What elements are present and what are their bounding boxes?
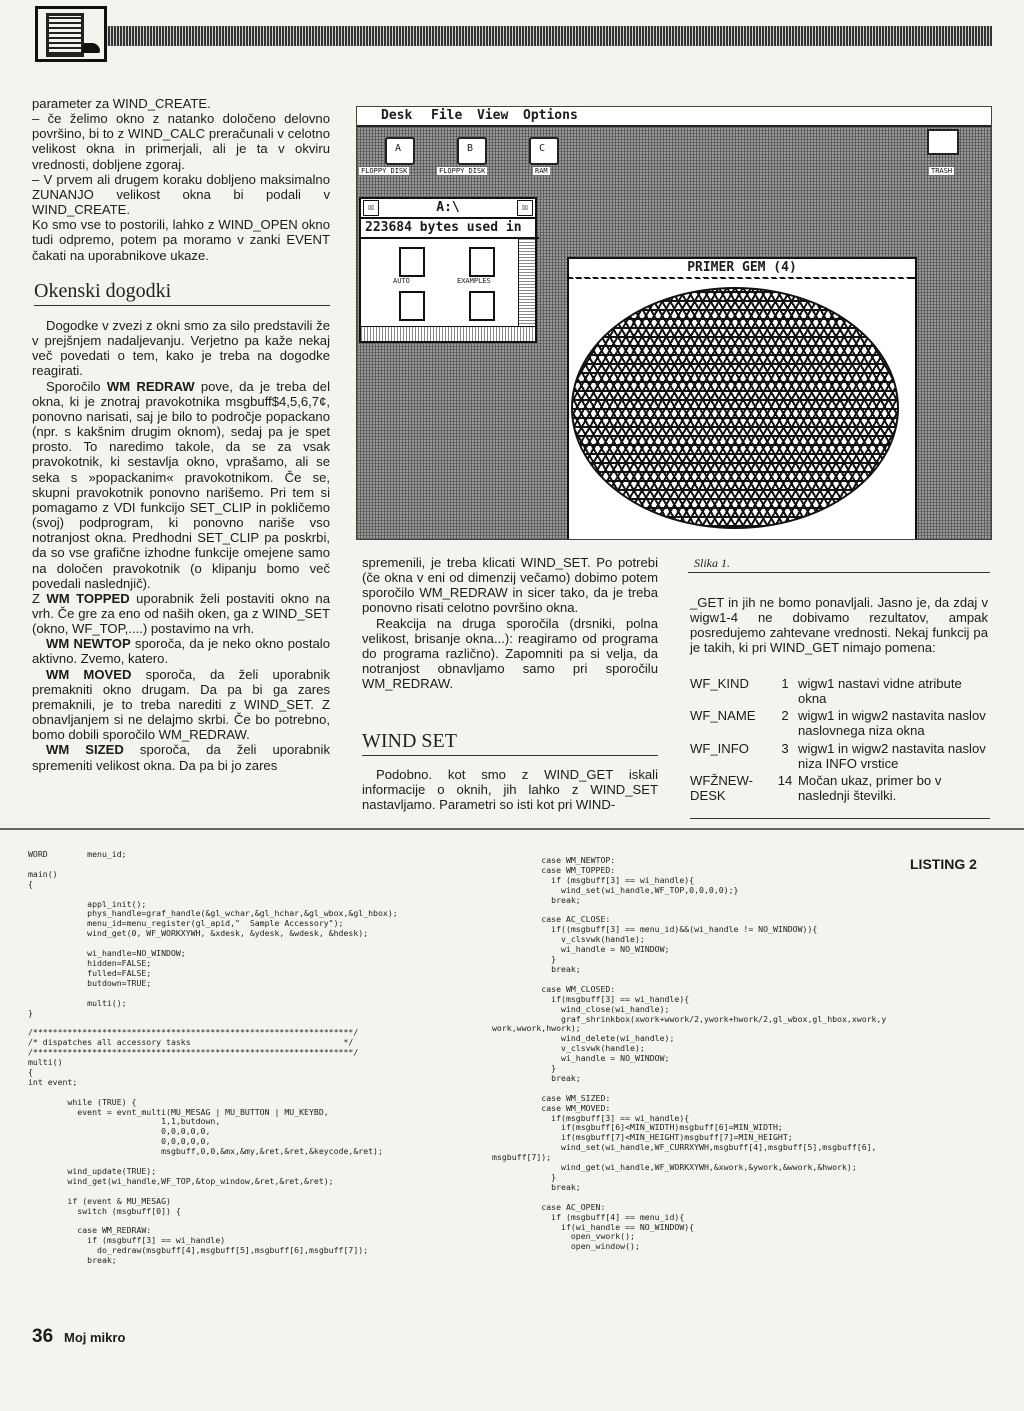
paragraph: Podobno. kot smo z WIND_GET iskali informacije o oknih, jih lahko z WIND_SET nastavljamo. Parametri so isti kot pri WIND- (362, 767, 658, 813)
computer-with-hand-icon (35, 6, 107, 62)
paragraph: WM SIZED sporoča, da želi uporabnik spremeniti velikost okna. Da pa bi jo zares (32, 742, 330, 773)
paragraph: Reakcija na druga sporočila (drsniki, polna velikost, brisanje okna...): reagiramo od programa do programa različno). Zapomniti pa si velja, da notranjost obnavljamo samo pri sporočilu WM_REDRAW. (362, 615, 658, 692)
right-text (690, 595, 988, 656)
folder-label: AUTO (393, 277, 410, 285)
desktop (357, 127, 991, 539)
middle-text-2 (362, 767, 658, 812)
wind-set-table (690, 676, 990, 803)
paragraph: spremenili, je treba klicati WIND_SET. Po potrebi (če okna v eni od dimenzij večamo) dobimo potem sporočilo WM_REDRAW in sicer tako, da je treba ponovno risati celotno površino okna. (362, 555, 658, 616)
magazine-name: Moj mikro (64, 1330, 126, 1345)
close-box-icon: ☒ (363, 200, 379, 216)
paragraph: WM NEWTOP sporoča, da je neko okno postalo aktivno. Zvemo, katero. (32, 636, 330, 667)
vertical-scrollbar (518, 239, 535, 339)
intro-paragraph: Ko smo vse to postorili, lahko z WIND_OPEN okno tudi odpremo, potem pa moramo v zanki EVENT čakati na uporabnikove ukaze. (32, 217, 330, 263)
menu-view: View (477, 108, 509, 123)
table-row: WF_INFO 3 wigw1 in wigw2 nastavita naslov niza INFO vrstice (690, 740, 986, 771)
header-rule (36, 26, 992, 46)
gem-menu-bar (357, 107, 991, 127)
drive-a-window (359, 197, 537, 343)
paragraph: Dogodke v zvezi z okni smo za silo predstavili že v prejšnjem nadaljevanju. Verjetno pa kaže nekaj več povedati o tem, kako je treba na dogodke reagirati. (32, 318, 330, 379)
column-rule (690, 818, 990, 819)
horizontal-scrollbar (361, 326, 535, 341)
folder-label: EXAMPLES (457, 277, 491, 285)
section-heading-windset: WIND SET (362, 730, 658, 756)
full-box-icon: ☒ (517, 200, 533, 216)
floppy-drive-icon: B (457, 137, 487, 165)
menu-file: File (431, 108, 463, 123)
page-number: 36 (32, 1326, 54, 1347)
caption-rule (688, 572, 990, 573)
listing-code-left: WORD menu_id; main() { appl_init(); phys_handle=graf_handle(&gl_wchar,&gl_hchar,&gl_wbox,&gl_hbox); menu_id=menu_register(gl_apid," Sample Accessory"); wind_get(0, WF_WORKXYWH, &xdesk, &ydesk, &wdesk, &hdesk); wi_handle=NO_WINDOW; hidden=FALSE; fulled=FALSE; butdown=TRUE; multi(); } /*****************************************************************/ /* dispatches all accessory tasks */ /*****************************************************************/ multi() { int event; while (TRUE) { event = evnt_multi(MU_MESAG | MU_BUTTON | MU_KEYBD, 1,1,butdown, 0,0,0,0,0, 0,0,0,0,0, msgbuff,0,0,&mx,&my,&ret,&ret,&keycode,&ret); wind_update(TRUE); wind_get(wi_handle,WF_TOP,&top_window,&ret,&ret,&ret); if (event & MU_MESAG) switch (msgbuff[0]) { case WM_REDRAW: if (msgbuff[3] == wi_handle) do_redraw(msgbuff[4],msgbuff[5],msgbuff[6],msgbuff[7]); break; (28, 849, 398, 1266)
window-b-title: PRIMER GEM (4) (569, 259, 915, 279)
listing-separator (0, 828, 1024, 830)
window-a-info: 223684 bytes used in (361, 219, 539, 239)
listing-code-right: case WM_NEWTOP: case WM_TOPPED: if (msgbuff[3] == wi_handle){ wind_set(wi_handle,WF_TOP,0,0,0,0);} break; case AC_CLOSE: if((msgbuff[3] == menu_id)&&(wi_handle != NO_WINDOW)){ v_clsvwk(handle); wi_handle = NO_WINDOW; } break; case WM_CLOSED: if(msgbuff[3] == wi_handle){ wind_close(wi_handle); graf_shrinkbox(xwork+wwork/2,ywork+hwork/2,gl_wbox,gl_hbox,xwork,y work,wwork,hwork); wind_delete(wi_handle); v_clsvwk(handle); wi_handle = NO_WINDOW; } break; case WM_SIZED: case WM_MOVED: if(msgbuff[3] == wi_handle){ if(msgbuff[6]<MIN_WIDTH)msgbuff[6]=MIN_WIDTH; if(msgbuff[7]<MIN_HEIGHT)msgbuff[7]=MIN_HEIGHT; wind_set(wi_handle,WF_CURRXYWH,msgbuff[4],msgbuff[5],msgbuff[6], msgbuff[7]); wind_get(wi_handle,WF_WORKXYWH,&xwork,&ywork,&wwork,&hwork); } break; case AC_OPEN: if (msgbuff[4] == menu_id){ if(wi_handle == NO_WINDOW){ open_vwork(); open_window(); (492, 855, 887, 1252)
trash-label: TRASH (931, 167, 953, 175)
drive-label: FLOPPY DISK (439, 167, 486, 175)
folder-icon (469, 291, 495, 321)
table-row: WF_NAME 2 wigw1 in wigw2 nastavita naslov naslovnega niza okna (690, 708, 986, 739)
intro-paragraph: parameter za WIND_CREATE. (32, 96, 211, 111)
middle-text (362, 555, 658, 691)
drawing-area (571, 277, 911, 539)
table-row: WFŽNEW-DESK 14 Močan ukaz, primer bo v naslednji številki. (690, 772, 942, 804)
figure-caption: Slika 1. (694, 556, 730, 570)
drive-label: FLOPPY DISK (361, 167, 408, 175)
paragraph: Z WM TOPPED uporabnik želi postaviti okno na vrh. Če gre za eno od naših oken, ga z WIND_SET (okno, WF_TOP,....) postavimo na vrh. (32, 590, 330, 637)
window-a-titlebar (361, 199, 535, 219)
folder-icon (469, 247, 495, 277)
listing-title: LISTING 2 (910, 856, 977, 872)
left-intro (32, 96, 330, 263)
window-a-title: A:\ (436, 200, 460, 215)
left-body (32, 318, 330, 773)
gem-desktop-screenshot (356, 106, 992, 540)
file-icon (399, 291, 425, 321)
intro-paragraph: – V prvem ali drugem koraku dobljeno maksimalno ZUNANJO velikost okna bi podali v WIND_CREATE. (32, 171, 330, 218)
menu-desk: Desk (381, 108, 413, 123)
floppy-drive-icon: A (385, 137, 415, 165)
section-heading-okenski: Okenski dogodki (34, 280, 330, 306)
primer-gem-window (567, 257, 917, 540)
trash-icon (927, 129, 959, 155)
table-row: WF_KIND 1 wigw1 nastavi vidne atribute okna (690, 676, 962, 707)
ramdisk-drive-icon: C (529, 137, 559, 165)
intro-paragraph: – če želimo okno z natanko določeno delovno površino, bi to z WIND_CALC preračunali v celotno velikost okna in primerjali, ali je ta v okviru vrednosti, dobljene zgoraj. (32, 111, 330, 172)
paragraph: Sporočilo WM REDRAW pove, da je treba del okna, ki je znotraj pravokotnika msgbuff$4,5,6,7¢, ponovno narisati, saj je bilo to področje popackano (npr. s kakšnim drugim oknom), sedaj pa je spet prosto. To naredimo takole, da se za vsak pravokotnik, ki sestavlja okno, vprašamo, ali se seka s »popackanim« pravokotnikom. Če se, skupni pravokotnik ponovno narišemo. Pri tem si pomagamo z VDI funkcijo SET_CLIP in pokličemo (svoj) podprogram, ki ponovno nariše vso notranjost okna. Predhodni SET_CLIP pa poskrbi, da so vse grafične izhodne funkcije omejene samo na določen pravokotnik (o klipanju bomo več povedali naslednjič). (32, 378, 331, 591)
paragraph: WM MOVED sporoča, da želi uporabnik premakniti okno drugam. Da pa bi ga zares premaknili, je to treba narediti z WIND_SET. Z obnavljanjem si ne delajmo skrbi. Če bo potrebno, bomo dobili sporočilo WM_REDRAW. (32, 666, 330, 743)
drive-label: RAM (535, 167, 548, 175)
patterned-ellipse (571, 287, 899, 529)
folder-icon (399, 247, 425, 277)
paragraph: _GET in jih ne bomo ponavljali. Jasno je, da zdaj v wigw1-4 ne dobivamo rezultatov, ampak posredujemo zahtevane vrednosti. Nekaj funkcij pa je takih, ki pri WIND_GET nimajo pomena: (690, 595, 988, 656)
menu-options: Options (523, 108, 578, 123)
